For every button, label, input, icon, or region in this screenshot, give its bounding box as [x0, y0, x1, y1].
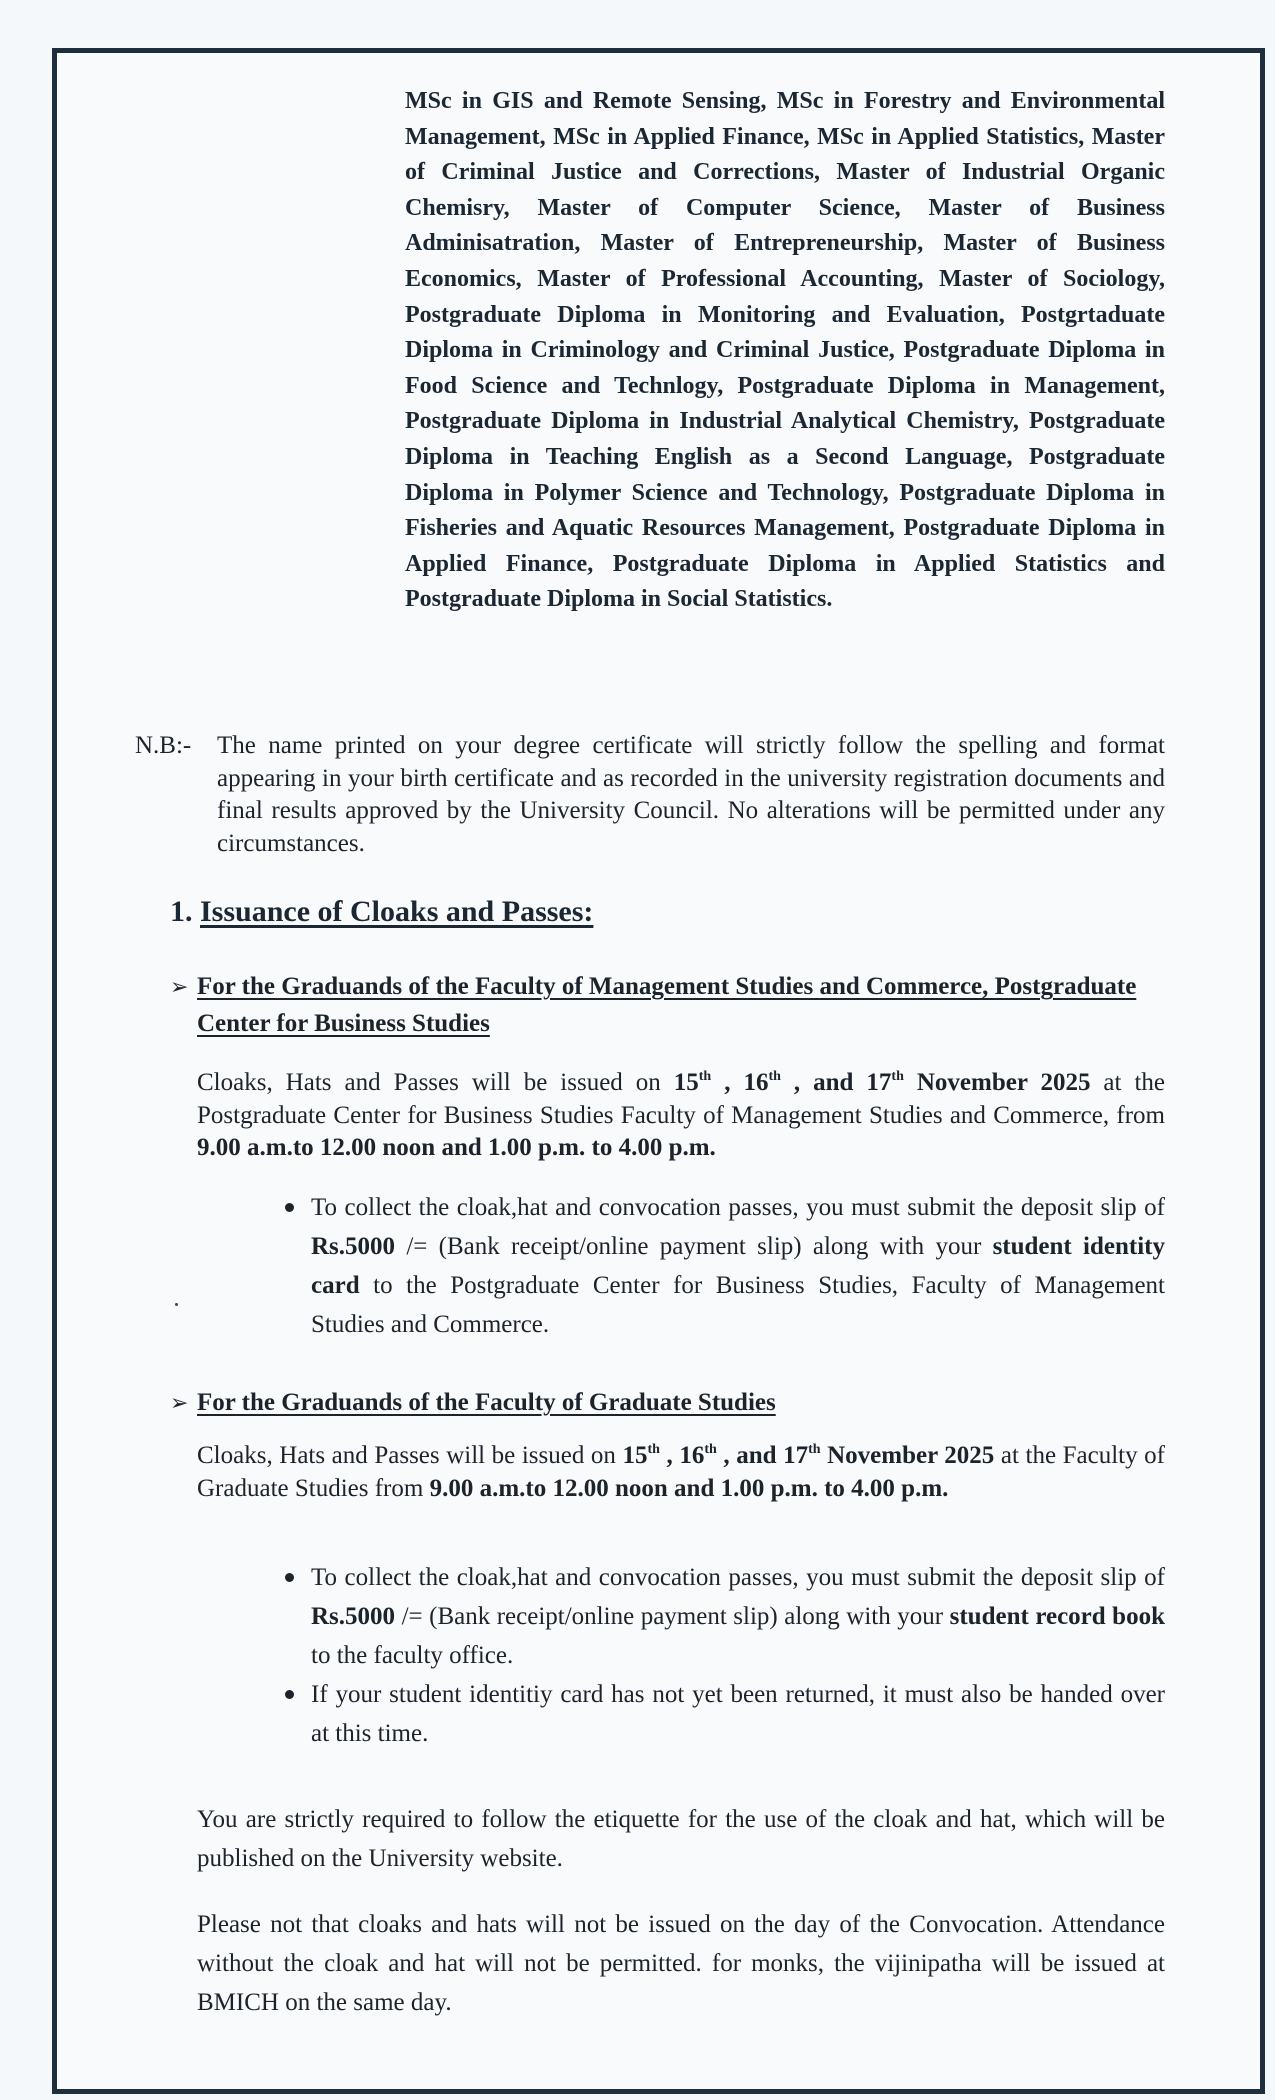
subheading-management [170, 968, 1165, 1042]
nb-label: N.B:- [135, 732, 192, 759]
arrow-bullet-icon: ➢ [170, 1390, 189, 1415]
issue-dates: 15th , 16th , and 17th November 2025 [673, 1069, 1091, 1096]
management-issue-paragraph: Cloaks, Hats and Passes will be issued on 15th , 16th , and 17th November 2025 at the Postgraduate Center for Business Studies Faculty of Management Studies and Commerce, from 9.00 a.m.to 12.00 noon and 1.00 p.m. to 4.00 p.m. [197, 1069, 1166, 1161]
arrow-bullet-icon: ➢ [170, 974, 189, 999]
section-heading-cloaks-passes [170, 895, 593, 929]
list-item: To collect the cloak,hat and convocation passes, you must submit the deposit slip of Rs.5000 /= (Bank receipt/online payment slip) along with your student record book to the faculty office. [285, 1558, 1165, 1675]
issue-dates: 15th , 16th , and 17th November 2025 [622, 1442, 995, 1469]
issue-times: 9.00 a.m.to 12.00 noon and 1.00 p.m. to 4.00 p.m. [197, 1134, 716, 1161]
section-number: 1. [170, 895, 193, 928]
list-item: To collect the cloak,hat and convocation passes, you must submit the deposit slip of Rs.5000 /= (Bank receipt/online payment slip) along with your student identity card to the Postgraduate Center for Business Studies, Faculty of Management Studies and Commerce. [285, 1188, 1165, 1344]
bullet-dot-icon [285, 1203, 294, 1212]
nb-note [135, 730, 1165, 860]
list-item: If your student identitiy card has not yet been returned, it must also be handed over at this time. [285, 1675, 1165, 1753]
subheading-graduate-studies [170, 1384, 1165, 1421]
nb-text: The name printed on your degree certificate will strictly follow the spelling and format appearing in your birth certificate and as recorded in the university registration documents and final results approved by the University Council. No alterations will be permitted under any circumstances. [217, 732, 1165, 857]
subheading-graduate-studies-text: For the Graduands of the Faculty of Graduate Studies [197, 1389, 776, 1416]
issue-times: 9.00 a.m.to 12.00 noon and 1.00 p.m. to 4.00 p.m. [429, 1474, 949, 1502]
programs-list-paragraph: MSc in GIS and Remote Sensing, MSc in Forestry and Environmental Management, MSc in Applied Finance, MSc in Applied Statistics, Master of Criminal Justice and Corrections, Master of Industrial Organic Chemisry, Master of Computer Science, Master of Business Adminisatration, Master of Entrepreneurship, Master of Business Economics, Master of Professional Accounting, Master of Sociology, Postgraduate Diploma in Monitoring and Evaluation, Postgrtaduate Diploma in Criminology and Criminal Justice, Postgraduate Diploma in Food Science and Technlogy, Postgraduate Diploma in Management, Postgraduate Diploma in Industrial Analytical Chemistry, Postgraduate Diploma in Teaching English as a Second Language, Postgraduate Diploma in Polymer Science and Technology, Postgraduate Diploma in Fisheries and Aquatic Resources Management, Postgraduate Diploma in Applied Finance, Postgraduate Diploma in Applied Statistics and Postgraduate Diploma in Social Statistics. [405, 88, 1165, 613]
subheading-management-text: For the Graduands of the Faculty of Management Studies and Commerce, Postgraduate Center for Business Studies [197, 973, 1137, 1037]
graduate-bullet-list [285, 1558, 1165, 1753]
management-bullet-list [285, 1188, 1165, 1344]
etiquette-paragraph: You are strictly required to follow the etiquette for the use of the cloak and hat, which will be published on the University website. [197, 1806, 1165, 1872]
section-title: Issuance of Cloaks and Passes: [200, 895, 594, 928]
scan-speck [175, 1303, 178, 1306]
notice-paragraph: Please not that cloaks and hats will not be issued on the day of the Convocation. Attendance without the cloak and hat will not be permitted. for monks, the vijinipatha will be issued at BMICH on the same day. [197, 1911, 1165, 2016]
bullet-dot-icon [285, 1690, 294, 1699]
bullet-dot-icon [285, 1573, 294, 1582]
graduate-issue-paragraph: Cloaks, Hats and Passes will be issued on 15th , 16th , and 17th November 2025 at the Faculty of Graduate Studies from 9.00 a.m.to 12.00 noon and 1.00 p.m. to 4.00 p.m. [197, 1442, 1166, 1502]
